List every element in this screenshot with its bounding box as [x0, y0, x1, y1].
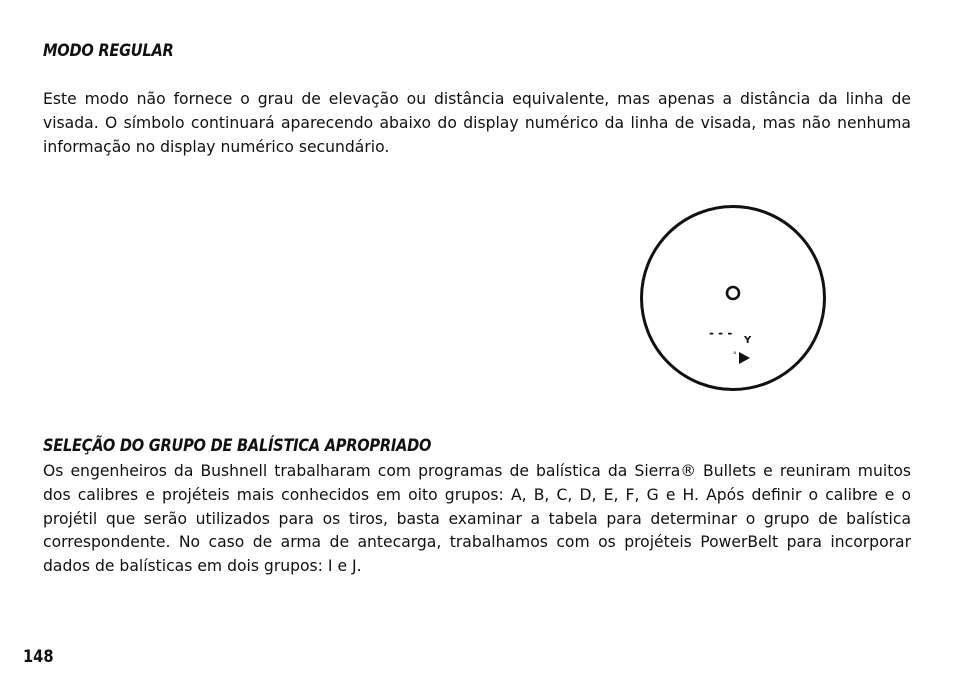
section-heading-regular-mode: MODO REGULAR [43, 41, 174, 61]
mode-symbol: ° [733, 351, 737, 359]
right-arrow-icon [739, 352, 750, 364]
rangefinder-display-illustration [640, 205, 826, 391]
circle-reticle-icon [727, 287, 739, 299]
section-heading-ballistic-group: SELEÇÃO DO GRUPO DE BALÍSTICA APROPRIADO [43, 436, 432, 456]
section-body-regular-mode: Este modo não fornece o grau de elevação ou distância equivalente, mas apenas a distância da linha de visada. O símbolo continuará aparecendo abaixo do display numérico da linha de visada, mas não nenhuma informação no display numérico secundário. [43, 90, 911, 156]
unit-label: Y [744, 335, 752, 346]
page-number: 148 [23, 647, 54, 667]
distance-readout: - - - [709, 326, 733, 340]
section-body-ballistic-group: Os engenheiros da Bushnell trabalharam com programas de balística da Sierra® Bullets e reuniram muitos dos calibres e projéteis mais conhecidos em oito grupos: A, B, C, D, E, F, G e H. Após definir o calibre e o projétil que serão utilizados para os tiros, basta examinar a tabela para determinar o grupo de balística correspondente. No caso de arma de antecarga, trabalhamos com os projéteis PowerBelt para incorporar dados de balísticas em dois grupos: I e J. [43, 462, 911, 576]
